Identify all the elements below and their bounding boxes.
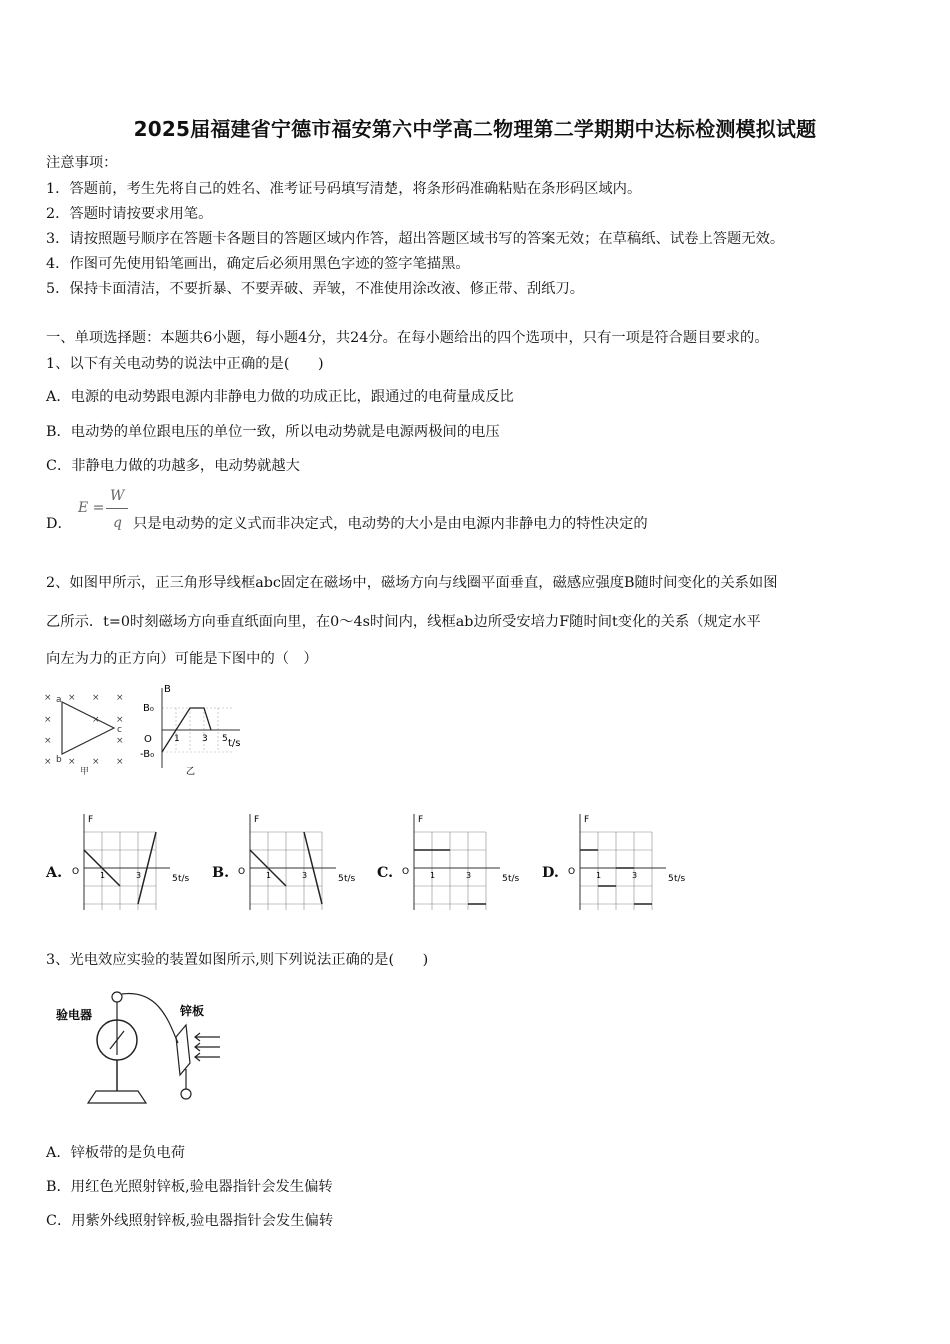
q1-option-d-text: 只是电动势的定义式而非决定式，电动势的大小是由电源内非静电力的特性决定的 xyxy=(133,516,648,532)
figure-b-graph xyxy=(140,682,250,776)
svg-text:1: 1 xyxy=(430,871,436,880)
svg-text:3: 3 xyxy=(632,871,638,880)
svg-text:×: × xyxy=(68,693,76,703)
svg-text:O: O xyxy=(238,867,246,877)
svg-text:5: 5 xyxy=(172,874,178,884)
caption-jia: 甲 xyxy=(80,767,90,776)
tick-1: 1 xyxy=(174,734,180,744)
svg-text:5: 5 xyxy=(502,874,508,884)
q2-stem-line3: 向左为力的正方向）可能是下图中的（ ） xyxy=(46,651,318,667)
svg-text:3: 3 xyxy=(302,871,308,880)
notice-item: 2．答题时请按要求用笔。 xyxy=(46,206,213,222)
q3-option-b: B．用红色光照射锌板,验电器指针会发生偏转 xyxy=(46,1179,333,1195)
q2-option-a-graph xyxy=(70,810,198,914)
q1-formula-numerator: W xyxy=(110,488,125,504)
notice-heading: 注意事项： xyxy=(46,155,118,171)
svg-text:F: F xyxy=(418,815,424,825)
notice-item: 3．请按照题号顺序在答题卡各题目的答题区域内作答，超出答题区域书写的答案无效；在草稿纸、试卷上答题无效。 xyxy=(46,231,785,247)
q1-option-b: B．电动势的单位跟电压的单位一致，所以电动势就是电源两极间的电压 xyxy=(46,424,500,440)
svg-text:×: × xyxy=(92,693,100,703)
axis-label-b: B xyxy=(164,684,171,695)
svg-text:×: × xyxy=(116,715,124,725)
notice-item: 4．作图可先使用铅笔画出，确定后必须用黑色字迹的签字笔描黑。 xyxy=(46,256,470,272)
svg-text:×: × xyxy=(116,736,124,746)
svg-text:t/s: t/s xyxy=(178,874,190,884)
svg-text:F: F xyxy=(88,815,94,825)
svg-text:×: × xyxy=(116,693,124,703)
q2-option-c-graph xyxy=(400,810,528,914)
svg-text:5: 5 xyxy=(668,874,674,884)
q2-option-b-letter: B. xyxy=(212,865,230,881)
svg-text:1: 1 xyxy=(266,871,272,880)
q1-option-a: A．电源的电动势跟电源内非静电力做的功成正比，跟通过的电荷量成反比 xyxy=(46,389,514,405)
notice-item: 1．答题前，考生先将自己的姓名、准考证号码填写清楚，将条形码准确粘贴在条形码区域内。 xyxy=(46,181,642,197)
svg-text:×: × xyxy=(44,736,52,746)
svg-text:3: 3 xyxy=(136,871,142,880)
q2-option-d-graph xyxy=(566,810,694,914)
q2-stem-line1: 2、如图甲所示，正三角形导线框abc固定在磁场中，磁场方向与线圈平面垂直，磁感应强度B随时间变化的关系如图 xyxy=(46,575,778,591)
svg-text:O: O xyxy=(72,867,80,877)
svg-text:O: O xyxy=(402,867,410,877)
zinc-plate-label: 锌板 xyxy=(180,1004,205,1018)
svg-text:×: × xyxy=(92,757,100,767)
svg-text:×: × xyxy=(92,715,100,725)
q1-option-c: C．非静电力做的功越多，电动势就越大 xyxy=(46,458,300,474)
q2-option-b-graph xyxy=(236,810,364,914)
label-b: b xyxy=(56,755,62,765)
figure-triangle-frame xyxy=(40,688,135,776)
svg-text:3: 3 xyxy=(466,871,472,880)
origin: O xyxy=(144,734,152,745)
q3-option-a: A．锌板带的是负电荷 xyxy=(46,1145,185,1161)
q2-option-c-letter: C. xyxy=(377,865,394,881)
q3-option-c: C．用紫外线照射锌板,验电器指针会发生偏转 xyxy=(46,1213,334,1229)
q1-option-d-letter: D． xyxy=(46,516,72,532)
label-a: a xyxy=(56,695,62,705)
q2-option-d-letter: D. xyxy=(542,865,559,881)
page-title: 2025届福建省宁德市福安第六中学高二物理第二学期期中达标检测模拟试题 xyxy=(133,117,817,141)
svg-text:F: F xyxy=(254,815,260,825)
q1-formula-denominator: q xyxy=(113,515,122,531)
q2-stem-line2: 乙所示．t=0时刻磁场方向垂直纸面向里，在0～4s时间内，线框ab边所受安培力F随时间t变化的关系（规定水平 xyxy=(46,614,761,630)
notice-item: 5．保持卡面清洁，不要折暴、不要弄破、弄皱，不准使用涂改液、修正带、刮纸刀。 xyxy=(46,281,585,297)
svg-text:t/s: t/s xyxy=(674,874,686,884)
section-heading: 一、单项选择题：本题共6小题，每小题4分，共24分。在每小题给出的四个选项中，只有一项是符合题目要求的。 xyxy=(46,330,769,346)
svg-text:×: × xyxy=(44,715,52,725)
tick-neg-b0: -B₀ xyxy=(140,749,155,760)
svg-text:5: 5 xyxy=(338,874,344,884)
svg-text:t/s: t/s xyxy=(508,874,520,884)
svg-text:×: × xyxy=(68,757,76,767)
caption-yi: 乙 xyxy=(186,767,196,776)
svg-text:1: 1 xyxy=(596,871,602,880)
svg-text:O: O xyxy=(568,867,576,877)
tick-b0: B₀ xyxy=(143,703,154,714)
q2-option-a-letter: A. xyxy=(46,865,63,881)
fraction-bar xyxy=(106,508,128,509)
svg-text:×: × xyxy=(116,757,124,767)
tick-3: 3 xyxy=(202,734,208,744)
axis-label-t: t/s xyxy=(228,738,241,749)
svg-text:1: 1 xyxy=(100,871,106,880)
q3-stem: 3、光电效应实验的装置如图所示,则下列说法正确的是( ) xyxy=(46,952,429,968)
label-c: c xyxy=(117,725,122,735)
svg-text:F: F xyxy=(584,815,590,825)
tick-5: 5 xyxy=(222,734,228,744)
svg-text:t/s: t/s xyxy=(344,874,356,884)
electroscope-label: 验电器 xyxy=(56,1008,93,1022)
q1-stem: 1、以下有关电动势的说法中正确的是( ) xyxy=(46,356,324,372)
photoelectric-apparatus-figure xyxy=(50,985,240,1110)
q1-formula-lhs: E = xyxy=(78,500,105,516)
svg-text:×: × xyxy=(44,693,52,703)
svg-text:×: × xyxy=(44,757,52,767)
